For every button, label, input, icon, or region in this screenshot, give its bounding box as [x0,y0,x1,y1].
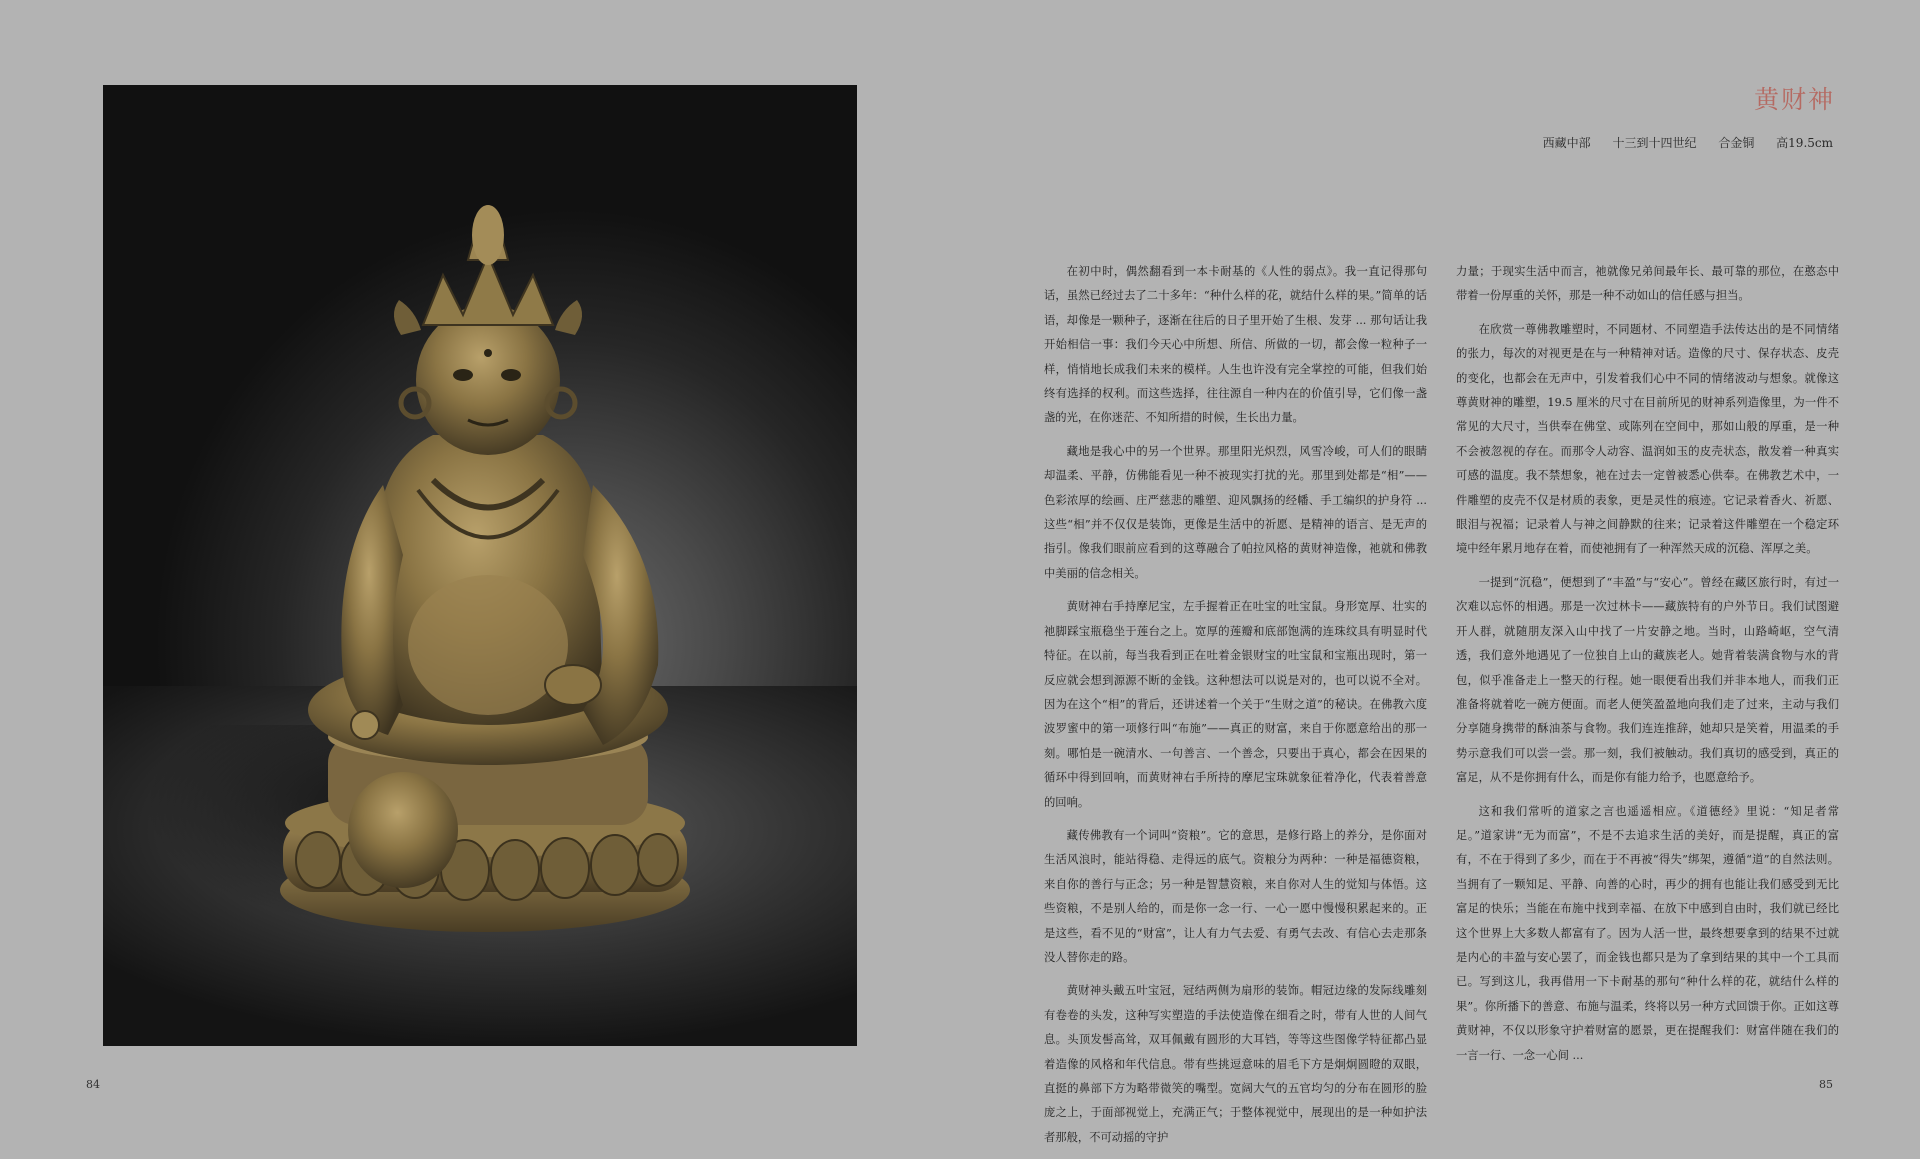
meta-material: 合金铜 [1718,136,1755,150]
page-number-right: 85 [1819,1078,1833,1091]
artwork-meta [1525,134,1833,151]
paragraph: 黄财神右手持摩尼宝，左手握着正在吐宝的吐宝鼠。身形宽厚、壮实的祂脚踩宝瓶稳坐于莲台之上。宽厚的莲瓣和底部饱满的连珠纹具有明显时代特征。在以前，每当我看到正在吐着金银财宝的吐宝鼠和宝瓶出现时，第一反应就会想到源源不断的金钱。这种想法可以说是对的，也可以说不全对。因为在这个“相”的背后，还讲述着一个关于“生财之道”的秘诀。在佛教六度波罗蜜中的第一项修行叫“布施”——真正的财富，来自于你愿意给出的那一刻。哪怕是一碗清水、一句善言、一个善念，只要出于真心，都会在因果的循环中得到回响，而黄财神右手所持的摩尼宝珠就象征着净化，代表着善意的回响。 [1044,600,1427,809]
page-title: 黄财神 [1753,85,1835,114]
paragraph: 藏地是我心中的另一个世界。那里阳光炽烈，风雪冷峻，可人们的眼睛却温柔、平静，仿佛能看见一种不被现实打扰的光。那里到处都是“相”—— 色彩浓厚的绘画、庄严慈悲的雕塑、迎风飘扬的经幡、手工编织的护身符 ... 这些“相”并不仅仅是装饰，更像是生活中的祈愿、是精神的语言、是无声的指引。像我们眼前应看到的这尊融合了帕拉风格的黄财神造像，祂就和佛教中美丽的信念相关。 [1044,444,1427,580]
text-column-left [1044,260,1427,1159]
paragraph: 藏传佛教有一个词叫“资粮”。它的意思，是修行路上的养分，是你面对生活风浪时，能站得稳、走得远的底气。资粮分为两种：一种是福德资粮，来自你的善行与正念；另一种是智慧资粮，来自你对人生的觉知与体悟。这些资粮，不是别人给的，而是你一念一行、一心一愿中慢慢积累起来的。正是这些，看不见的“财富”，让人有力气去爱、有勇气去改、有信心去走那条没人替你走的路。 [1044,828,1427,964]
statue-photo [103,85,857,1046]
paragraph: 这和我们常听的道家之言也遥遥相应。《道德经》里说：“知足者常足。”道家讲“无为而富”，不是不去追求生活的美好，而是提醒，真正的富有，不在于得到了多少，而在于不再被“得失”绑架，遵循“道”的自然法则。当拥有了一颗知足、平静、向善的心时，再少的拥有也能让我们感受到无比富足的快乐；当能在布施中找到幸福、在放下中感到自由时，我们就已经比这个世界上大多数人都富有了。因为人活一世，最终想要拿到的结果不过就是内心的丰盈与安心罢了，而金钱也都只是为了拿到结果的其中一个工具而已。写到这儿，我再借用一下卡耐基的那句“种什么样的花，就结什么样的果”。你所播下的善意、布施与温柔，终将以另一种方式回馈于你。正如这尊黄财神，不仅以形象守护着财富的愿景，更在提醒我们：财富伴随在我们的一言一行、一念一心间 ... [1456,804,1839,1062]
paragraph: 黄财神头戴五叶宝冠，冠结两侧为扇形的装饰。帽冠边缘的发际线雕刻有卷卷的头发，这种写实塑造的手法使造像在细看之时，带有人世的人间气息。头顶发髻高耸，双耳佩戴有圆形的大耳铛，等等这些图像学特征都凸显着造像的风格和年代信息。带有些挑逗意味的眉毛下方是炯炯圆瞪的双眼，直挺的鼻部下方为略带微笑的嘴型。宽阔大气的五官均匀的分布在圆形的脸庞之上，于面部视觉上，充满正气；于整体视觉中，展现出的是一种如护法者那般，不可动摇的守护 [1044,984,1427,1144]
text-column-right [1456,260,1839,1077]
paragraph: 一提到“沉稳”，便想到了“丰盈”与“安心”。曾经在藏区旅行时，有过一次难以忘怀的相遇。那是一次过林卡——藏族特有的户外节日。我们试图避开人群，就随朋友深入山中找了一片安静之地。当时，山路崎岖，空气清透，我们意外地遇见了一位独自上山的藏族老人。她背着装满食物与水的背包，似乎准备走上一整天的行程。她一眼便看出我们并非本地人，而我们正准备将就着吃一碗方便面。而老人便笑盈盈地向我们走了过来，主动与我们分享随身携带的酥油茶与食物。我们连连推辞，她却只是笑着，用温柔的手势示意我们可以尝一尝。那一刻，我们被触动。我们真切的感受到，真正的富足，从不是你拥有什么，而是你有能力给予，也愿意给予。 [1456,575,1839,785]
meta-height: 高19.5cm [1776,136,1833,150]
meta-region: 西藏中部 [1542,136,1591,150]
jambhala-statue-illustration [103,85,857,1046]
paragraph: 在欣赏一尊佛教雕塑时，不同题材、不同塑造手法传达出的是不同情绪的张力，每次的对视更是在与一种精神对话。造像的尺寸、保存状态、皮壳的变化，也都会在无声中，引发着我们心中不同的情绪波动与想象。就像这尊黄财神的雕塑，19.5 厘米的尺寸在目前所见的财神系列造像里，为一件不常见的大尺寸，当供奉在佛堂、或陈列在空间中，那如山般的厚重，是一种不会被忽视的存在。而那令人动容、温润如玉的皮壳状态，散发着一种真实可感的温度。我不禁想象，祂在过去一定曾被悉心供奉。在佛教艺术中，一件雕塑的皮壳不仅是材质的表象，更是灵性的痕迹。它记录着香火、祈愿、眼泪与祝福；记录着人与神之间静默的往来；记录着这件雕塑在一个稳定环境中经年累月地存在着，而使祂拥有了一种浑然天成的沉稳、浑厚之美。 [1456,322,1839,556]
paragraph: 在初中时，偶然翻看到一本卡耐基的《人性的弱点》。我一直记得那句话，虽然已经过去了二十多年：“种什么样的花，就结什么样的果。”简单的话语，却像是一颗种子，逐渐在往后的日子里开始了生根、发芽 ... 那句话让我开始相信一事：我们今天心中所想、所信、所做的一切，都会像一粒种子一样，悄悄地长成我们未来的模样。人生也许没有完全掌控的可能，但我们始终有选择的权利。而这些选择，往往源自一种内在的价值引导，它们像一盏盏的光，在你迷茫、不知所措的时候，生长出力量。 [1044,265,1427,425]
meta-period: 十三到十四世纪 [1612,136,1697,150]
page-number-left: 84 [86,1078,100,1091]
paragraph: 力量；于现实生活中而言，祂就像兄弟间最年长、最可靠的那位，在憨态中带着一份厚重的关怀，那是一种不动如山的信任感与担当。 [1456,265,1839,303]
